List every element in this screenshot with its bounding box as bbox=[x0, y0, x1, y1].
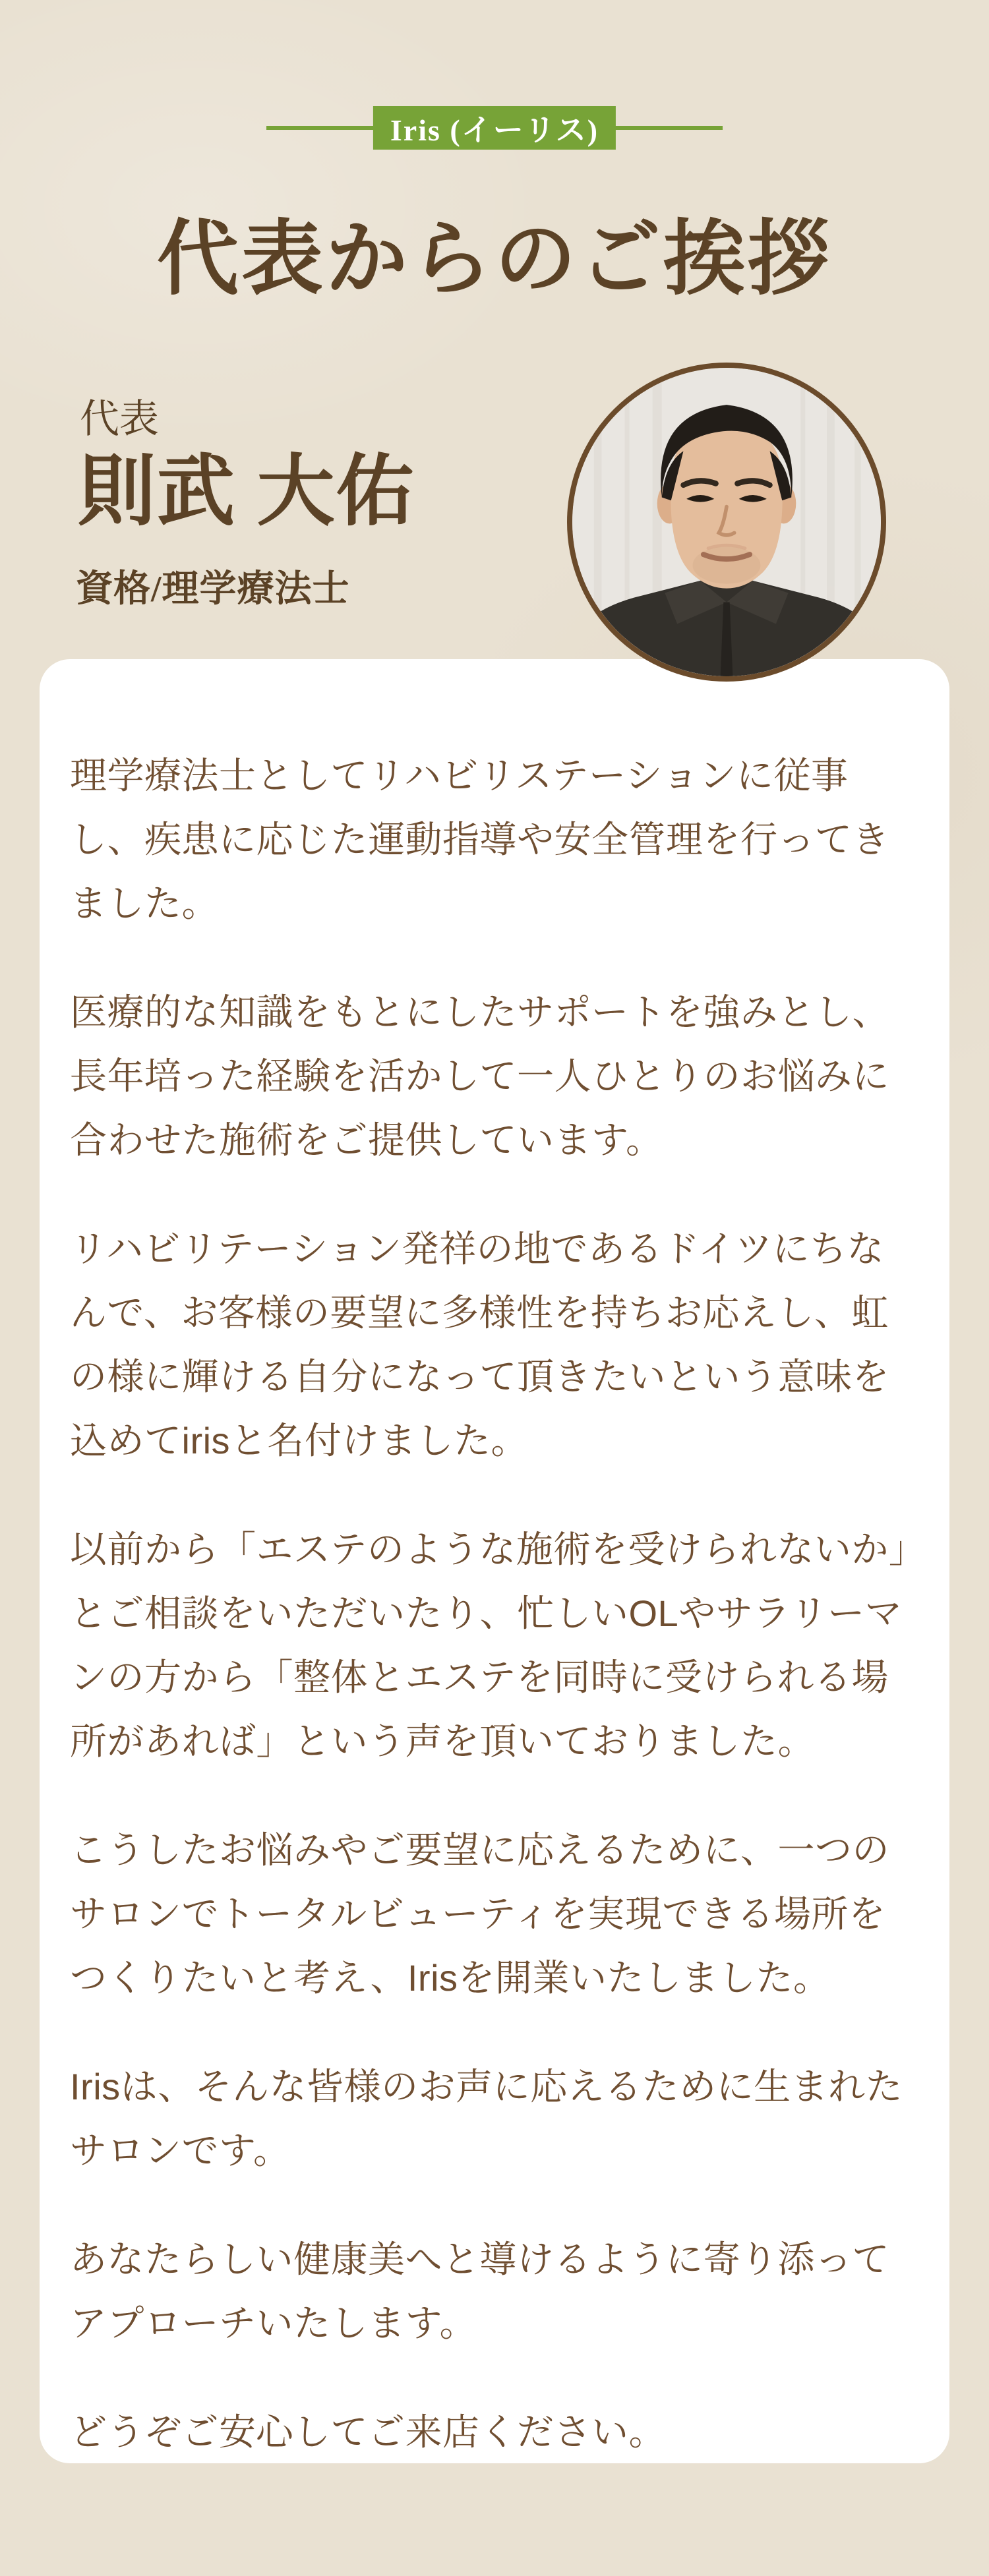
brand-badge bbox=[373, 106, 616, 150]
greeting-paragraph: あなたらしい健康美へと導けるように寄り添ってアプローチいたします。 bbox=[70, 2239, 889, 2344]
greeting-paragraph: どうぞご安心してご来店ください。 bbox=[70, 2411, 666, 2453]
portrait-photo bbox=[572, 368, 881, 676]
greeting-paragraph: 以前から「エステのような施術を受けられないか」とご相談をいただいたり、忙しいOLやサラリーマンの方から「整体とエステを同時に受けられる場所があれば」という声を頂いておりました。 bbox=[70, 1529, 908, 1762]
brand-badge-row bbox=[0, 106, 989, 150]
greeting-paragraphs bbox=[70, 744, 919, 2463]
brand-badge-label: Iris (イーリス) bbox=[390, 113, 599, 147]
greeting-paragraph: Irisは、そんな皆様のお声に応えるために生まれたサロンです。 bbox=[70, 2066, 903, 2171]
greeting-card bbox=[40, 659, 949, 2463]
role-label: 代表 bbox=[80, 397, 159, 441]
qualification-label: 資格/理学療法士 bbox=[76, 569, 350, 610]
greeting-paragraph: こうしたお悩みやご要望に応えるために、一つのサロンでトータルビューティを実現できる場所をつくりたいと考え、Irisを開業いたしました。 bbox=[70, 1829, 889, 1999]
greeting-paragraph: 医療的な知識をもとにしたサポートを強みとし、長年培った経験を活かして一人ひとりのお悩みに合わせた施術をご提供しています。 bbox=[70, 991, 889, 1161]
greeting-paragraph: 理学療法士としてリハビリステーションに従事し、疾患に応じた運動指導や安全管理を行ってきました。 bbox=[70, 755, 889, 924]
representative-photo bbox=[567, 363, 886, 682]
page-title: 代表からのご挨拶 bbox=[156, 214, 832, 305]
greeting-paragraph: リハビリテーション発祥の地であるドイツにちなんで、お客様の要望に多様性を持ちお応えし、虹の様に輝ける自分になって頂きたいという意味を込めてirisと名付けました。 bbox=[70, 1228, 889, 1461]
representative-name: 則武 大佑 bbox=[78, 449, 415, 535]
